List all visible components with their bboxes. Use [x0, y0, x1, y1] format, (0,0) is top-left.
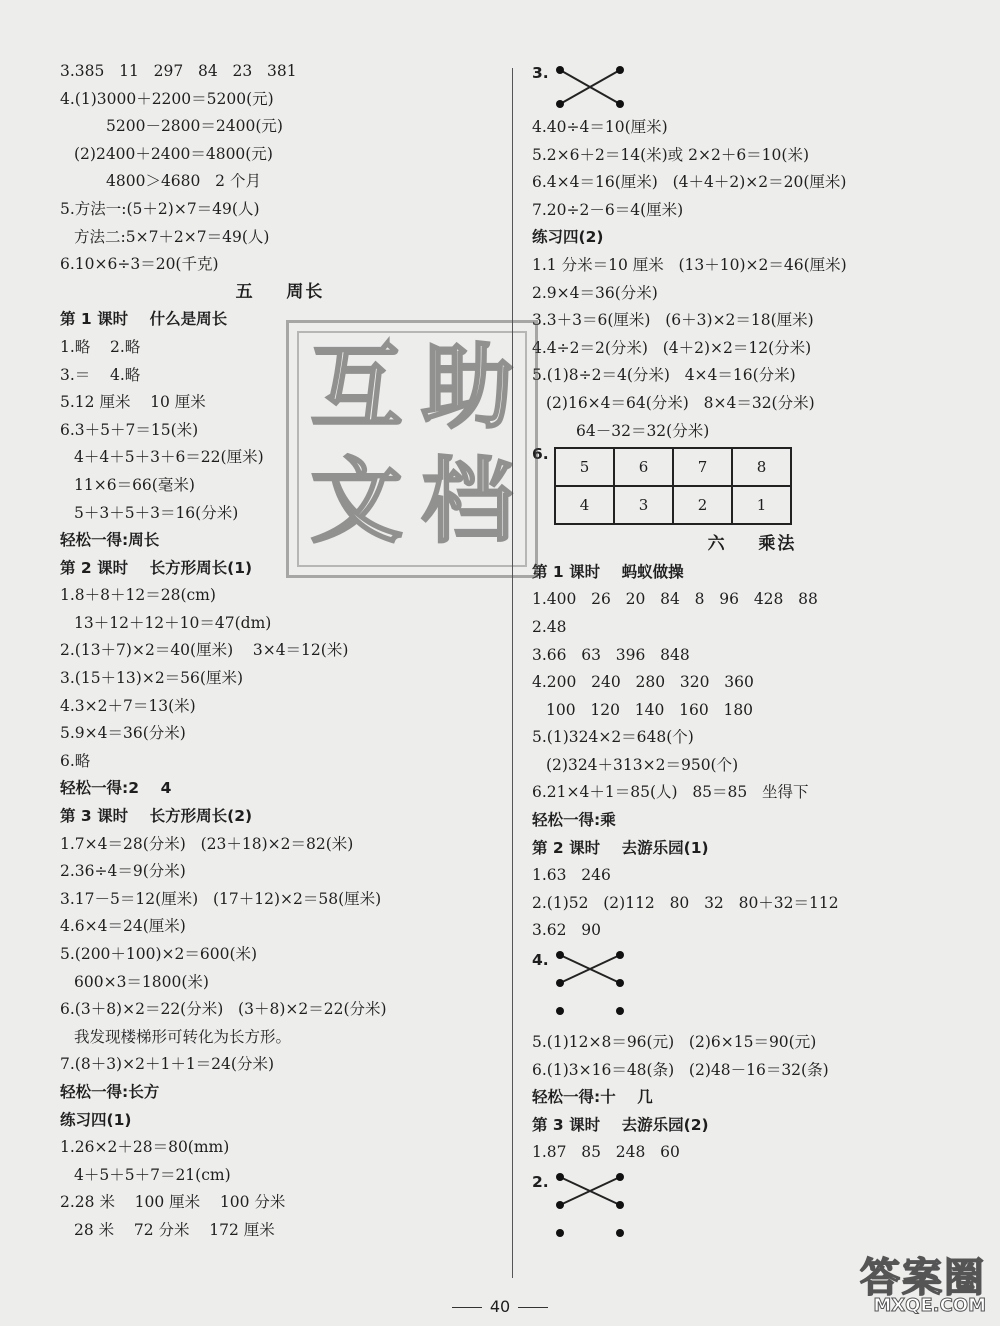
- lesson-heading: 第 1 课时 蚂蚁做操: [532, 562, 684, 581]
- lesson-heading: 轻松一得:十 几: [532, 1088, 653, 1107]
- page-number-text: 40: [489, 1297, 511, 1316]
- multiplication-section: [532, 531, 972, 945]
- lesson-heading: 练习四(1): [60, 1110, 132, 1129]
- right-top-lines: [532, 114, 972, 445]
- answer-line: 11×6＝66(毫米): [74, 475, 195, 494]
- lesson-heading: 轻松一得:周长: [60, 531, 160, 550]
- grid-cell: 2: [673, 486, 732, 524]
- dot-lines-figure-2: [552, 1169, 632, 1259]
- watermark-stamp: [286, 320, 538, 578]
- section-heading: 六 乘法: [707, 534, 797, 555]
- answer-line: 1.1 分米＝10 厘米 (13＋10)×2＝46(厘米): [532, 255, 847, 274]
- answer-line: 4.6×4＝24(厘米): [60, 917, 186, 936]
- answer-line: 4＋4＋5＋3＋6＝22(厘米): [74, 448, 264, 467]
- grid-cell: 1: [732, 486, 791, 524]
- answer-line: 1.26×2＋28＝80(mm): [60, 1138, 230, 1157]
- answer-line: 5＋3＋5＋3＝16(分米): [74, 503, 239, 522]
- answer-line: 5.(1)324×2＝648(个): [532, 728, 694, 747]
- answer-line: 5.(1)8÷2＝4(分米) 4×4＝16(分米): [532, 366, 796, 385]
- lesson-heading: 轻松一得:乘: [532, 811, 616, 830]
- lesson-heading: 第 3 课时 去游乐园(2): [532, 1115, 709, 1134]
- answer-line: 600×3＝1800(米): [74, 972, 209, 991]
- answer-line: (2)324＋313×2＝950(个): [546, 755, 739, 774]
- left-column: [60, 58, 500, 1245]
- answer-line: 4.40÷4＝10(厘米): [532, 118, 668, 136]
- answer-line: 5.2×6＋2＝14(米)或 2×2＋6＝10(米): [532, 145, 809, 164]
- answer-line: 6.3＋5＋7＝15(米): [60, 420, 199, 439]
- number-grid: [554, 447, 792, 525]
- stamp-char: 档: [421, 448, 514, 555]
- answer-line: 2.9×4＝36(分米): [532, 283, 658, 302]
- section-heading: 五 周长: [235, 281, 325, 302]
- matching-label: 3.: [532, 64, 549, 82]
- answer-line: 3.17－5＝12(厘米) (17＋12)×2＝58(厘米): [60, 889, 382, 908]
- answer-line: 2.48: [532, 617, 567, 636]
- answer-line: 4.4÷2＝2(分米) (4＋2)×2＝12(分米): [532, 338, 812, 357]
- answer-line: 6.4×4＝16(厘米) (4＋4＋2)×2＝20(厘米): [532, 173, 847, 192]
- answer-line: 5.12 厘米 10 厘米: [60, 393, 206, 412]
- answer-line: 我发现楼梯形可转化为长方形。: [74, 1027, 292, 1046]
- stamp-char: 文: [310, 448, 403, 555]
- number-grid-question: [532, 445, 972, 531]
- answer-line: 2.36÷4＝9(分米): [60, 862, 186, 881]
- site-watermark: [816, 1246, 986, 1316]
- answer-line: 1.8＋8＋12＝28(cm): [60, 586, 216, 605]
- lesson-heading: 轻松一得:长方: [60, 1082, 160, 1101]
- answer-line: 3.3＋3＝6(厘米) (6＋3)×2＝18(厘米): [532, 311, 814, 330]
- answer-line: 6.10×6÷3＝20(千克): [60, 255, 219, 274]
- answer-line: 6.略: [60, 751, 91, 770]
- grid-label: 6.: [532, 445, 549, 464]
- answer-line: 1.略 2.略: [60, 337, 141, 356]
- answer-line: 4.3×2＋7＝13(米): [60, 696, 196, 715]
- stamp-char: 互: [310, 334, 403, 441]
- answer-line: (2)2400＋2400＝4800(元): [74, 144, 273, 163]
- grid-cell: 5: [555, 448, 614, 486]
- answer-line: 5200－2800＝2400(元): [106, 117, 283, 136]
- answer-line: 1.63 246: [532, 866, 611, 885]
- grid-row: [555, 486, 791, 524]
- grid-cell: 7: [673, 448, 732, 486]
- answer-line: 4.(1)3000＋2200＝5200(元): [60, 89, 274, 108]
- answer-line: 4.200 240 280 320 360: [532, 673, 754, 692]
- grid-cell: 6: [614, 448, 673, 486]
- answer-line: (2)16×4＝64(分米) 8×4＝32(分米): [546, 393, 815, 412]
- answer-line: 5.(200＋100)×2＝600(米): [60, 945, 258, 963]
- right-column: [532, 58, 972, 1257]
- grid-row: [555, 448, 791, 486]
- stamp-char: 助: [421, 334, 514, 441]
- answer-line: 3.385 11 297 84 23 381: [60, 62, 297, 80]
- matching-diagram-3: [532, 58, 972, 114]
- lesson-heading: 第 2 课时 长方形周长(1): [60, 558, 253, 577]
- watermark-url: MXQE.COM: [873, 1295, 986, 1316]
- answer-line: 3.＝ 4.略: [60, 365, 141, 384]
- cross-lines-figure: [552, 60, 632, 112]
- answer-line: 4＋5＋5＋7＝21(cm): [74, 1165, 231, 1184]
- matching-diagram-2: [532, 1167, 972, 1257]
- answer-line: 5.方法一:(5＋2)×7＝49(人): [60, 199, 260, 218]
- answer-line: 6.(3＋8)×2＝22(分米) (3＋8)×2＝22(分米): [60, 1000, 387, 1019]
- answer-line: 2.(1)52 (2)112 80 32 80＋32＝112: [532, 893, 839, 912]
- column-divider: [512, 68, 513, 1278]
- dot-lines-figure: [552, 947, 632, 1027]
- lesson-heading: 第 1 课时 什么是周长: [60, 310, 228, 329]
- answer-line: 3.66 63 396 848: [532, 645, 690, 664]
- answer-line: 1.87 85 248 60: [532, 1143, 680, 1162]
- answer-line: 4800＞4680 2 个月: [106, 172, 261, 191]
- matching-label: 2.: [532, 1173, 549, 1191]
- lesson-heading: 轻松一得:2 4: [60, 779, 172, 798]
- lesson-3-lines: [532, 1029, 972, 1167]
- matching-diagram-4: [532, 945, 972, 1029]
- answer-line: 1.7×4＝28(分米) (23＋18)×2＝82(米): [60, 834, 354, 853]
- answer-line: 5.9×4＝36(分米): [60, 724, 186, 743]
- answer-line: 5.(1)12×8＝96(元) (2)6×15＝90(元): [532, 1033, 817, 1052]
- lesson-heading: 练习四(2): [532, 228, 604, 247]
- watermark-logo: 答案圈: [860, 1255, 986, 1301]
- answer-line: 13＋12＋12＋10＝47(dm): [74, 613, 272, 632]
- answer-line: 方法二:5×7＋2×7＝49(人): [74, 227, 270, 246]
- answer-line: 7.20÷2－6＝4(厘米): [532, 200, 684, 219]
- answer-line: 64－32＝32(分米): [576, 421, 710, 440]
- answer-line: 2.28 米 100 厘米 100 分米: [60, 1193, 286, 1212]
- lesson-heading: 第 3 课时 长方形周长(2): [60, 807, 253, 826]
- grid-cell: 8: [732, 448, 791, 486]
- answer-line: 6.(1)3×16＝48(条) (2)48－16＝32(条): [532, 1060, 829, 1079]
- answer-line: 3.(15＋13)×2＝56(厘米): [60, 669, 243, 688]
- answer-line: 1.400 26 20 84 8 96 428 88: [532, 590, 818, 609]
- answer-line: 7.(8＋3)×2＋1＋1＝24(分米): [60, 1055, 274, 1074]
- grid-cell: 3: [614, 486, 673, 524]
- lesson-heading: 第 2 课时 去游乐园(1): [532, 838, 709, 857]
- answer-line: 3.62 90: [532, 921, 602, 940]
- matching-label: 4.: [532, 951, 549, 970]
- answer-line: 28 米 72 分米 172 厘米: [74, 1220, 275, 1239]
- answer-line: 2.(13＋7)×2＝40(厘米) 3×4＝12(米): [60, 641, 349, 660]
- answer-line: 6.21×4＋1＝85(人) 85＝85 坐得下: [532, 783, 809, 802]
- grid-cell: 4: [555, 486, 614, 524]
- answer-line: 100 120 140 160 180: [546, 700, 754, 719]
